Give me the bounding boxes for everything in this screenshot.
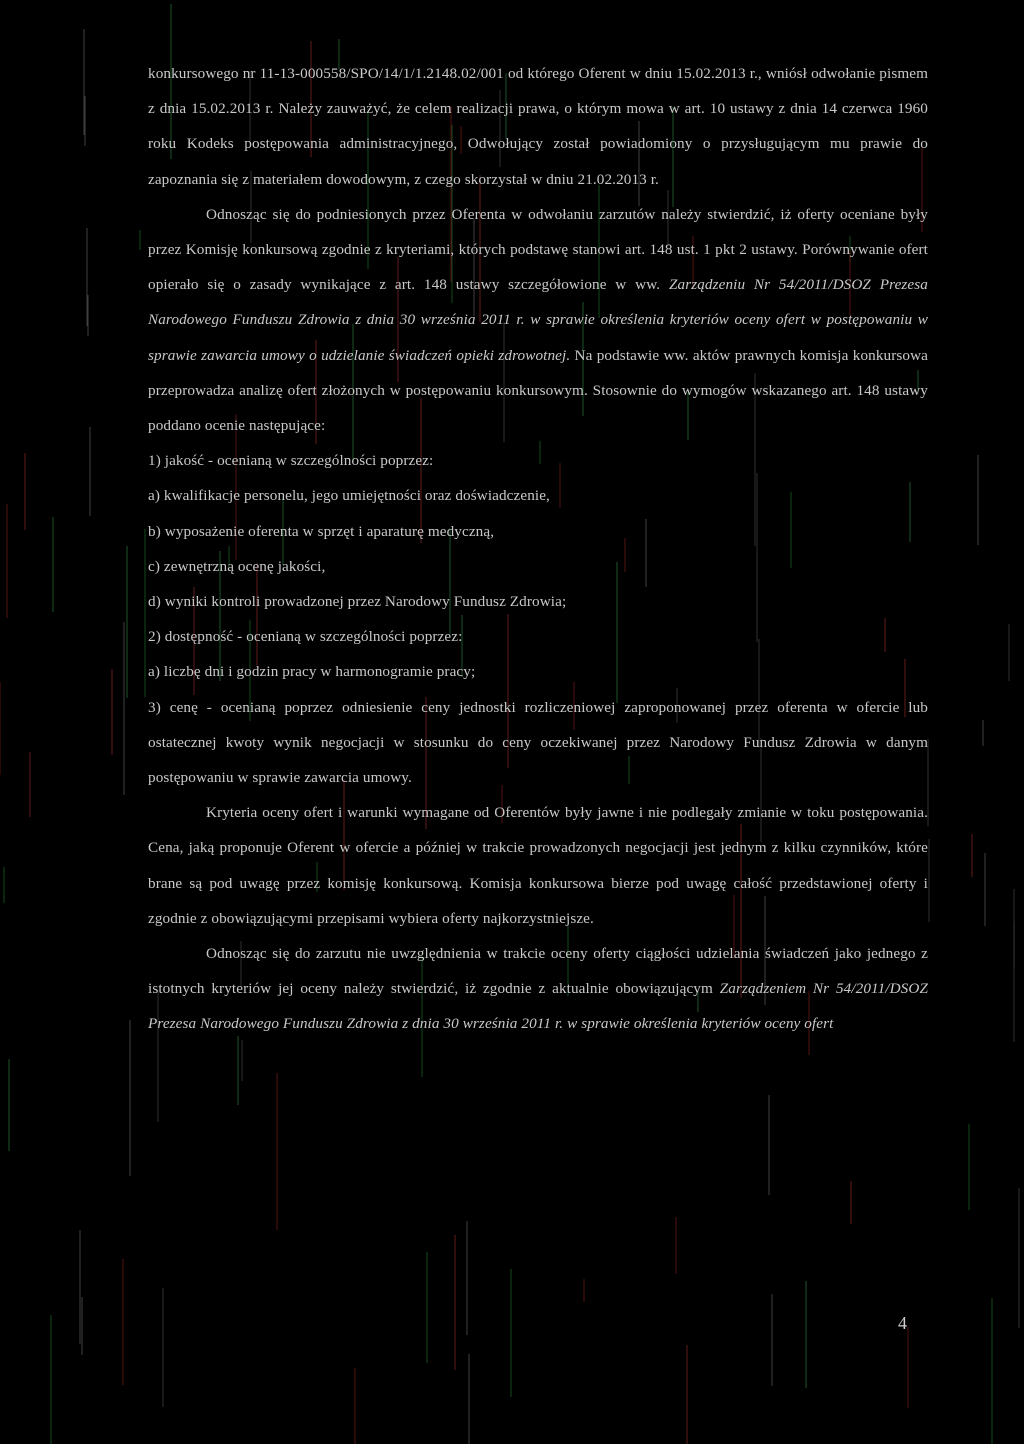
criteria-item: b) wyposażenie oferenta w sprzęt i aparaturę medyczną, (148, 522, 495, 540)
document-page (148, 56, 928, 1042)
paragraph-2 (148, 197, 928, 443)
paragraph-2-text-continued: Na podstawie ww. aktów prawnych komisja konkursowa przeprowadza analizę ofert złożonych w postępowaniu konkursowym. Stosownie do wymogów wskazanego art. 148 ustawy poddano ocenie następujące: (148, 346, 928, 435)
criteria-item: a) liczbę dni i godzin pracy w harmonogramie pracy; (148, 663, 476, 681)
regulation-reference: Zarządzeniu Nr 54/2011/DSOZ Prezesa Narodowego Funduszu Zdrowia z dnia 30 września 2011 r. w sprawie określenia kryteriów oceny ofert w postępowaniu w sprawie zawarcia umowy o udzielanie świadczeń opieki zdrowotnej. (148, 276, 928, 364)
paragraph-4-text: Odnosząc się do zarzutu nie uwzględnienia w trakcie oceny oferty ciągłości udzielania świadczeń jako jednego z istotnych kryteriów jej oceny należy stwierdzić, iż zgodnie z aktualnie obowiązującym (148, 945, 928, 998)
criteria-item: 3) cenę - ocenianą poprzez odniesienie ceny jednostki rozliczeniowej zaproponowanej przez oferenta w ofercie lub ostatecznej kwoty wynik negocjacji w stosunku do ceny oczekiwanej przez Narodowy Fundusz Zdrowia w danym postępowaniu w sprawie zawarcia umowy. (148, 698, 928, 787)
criteria-item: d) wyniki kontroli prowadzonej przez Narodowy Fundusz Zdrowia; (148, 593, 567, 611)
paragraph-2-text: Odnosząc się do podniesionych przez Oferenta w odwołaniu zarzutów należy stwierdzić, iż oferty oceniane były przez Komisję konkursową zgodnie z kryteriami, których podstawę stanowi art. 148 ust. 1 pkt 2 ustawy. Porównywanie ofert opierało się o zasady wynikające z art. 148 ustawy szczegółowione w ww. (148, 205, 928, 294)
criteria-item: a) kwalifikacje personelu, jego umiejętności oraz doświadczenie, (148, 487, 550, 505)
criteria-item: 2) dostępność - ocenianą w szczególności poprzez: (148, 628, 463, 646)
criteria-item: c) zewnętrzną ocenę jakości, (148, 557, 326, 575)
paragraph-1: konkursowego nr 11-13-000558/SPO/14/1/1.2148.02/001 od którego Oferent w dniu 15.02.2013 r., wniósł odwołanie pismem z dnia 15.02.2013 r. Należy zauważyć, że celem realizacji prawa, o którym mowa w art. 10 ustawy z dnia 14 czerwca 1960 roku Kodeks postępowania administracyjnego, Odwołujący został powiadomiony o przysługującym mu prawie do zapoznania się z materiałem dowodowym, z czego skorzystał w dniu 21.02.2013 r. (148, 65, 928, 188)
paragraph-3: Kryteria oceny ofert i warunki wymagane od Oferentów były jawne i nie podlegały zmianie w toku postępowania. Cena, jaką proponuje Oferent w ofercie a później w trakcie prowadzonych negocjacji jest jednym z kilku czynników, które brane są pod uwagę przez komisję konkursową. Komisja konkursowa bierze pod uwagę całość przedstawionej oferty i zgodnie z obowiązującymi przepisami wybiera oferty najkorzystniejsze. (148, 804, 928, 927)
paragraph-4 (148, 936, 928, 1042)
regulation-reference: Zarządzeniem Nr 54/2011/DSOZ Prezesa Narodowego Funduszu Zdrowia z dnia 30 września 2011 r. w sprawie określenia kryteriów oceny ofert (148, 980, 928, 1033)
page-number: 4 (898, 1313, 907, 1333)
criteria-item: 1) jakość - ocenianą w szczególności poprzez: (148, 452, 434, 470)
